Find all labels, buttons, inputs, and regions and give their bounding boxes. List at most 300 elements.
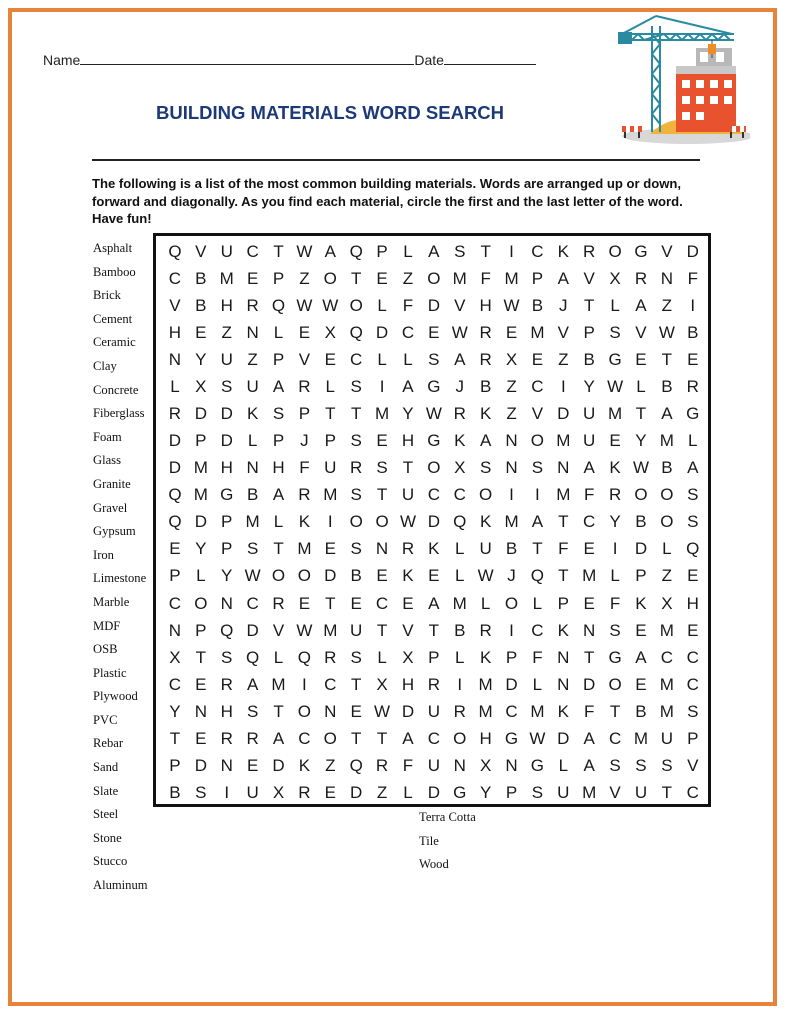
grid-letter[interactable]: O bbox=[194, 593, 208, 613]
grid-letter[interactable]: O bbox=[349, 295, 363, 315]
grid-letter[interactable]: T bbox=[661, 783, 673, 803]
grid-letter[interactable]: O bbox=[297, 701, 312, 721]
grid-letter[interactable]: W bbox=[451, 322, 468, 342]
grid-letter[interactable]: H bbox=[168, 322, 182, 342]
grid-letter[interactable]: Q bbox=[271, 295, 286, 315]
grid-letter[interactable]: V bbox=[195, 241, 207, 261]
grid-letter[interactable]: R bbox=[453, 404, 466, 423]
grid-letter[interactable]: D bbox=[272, 756, 285, 776]
grid-letter[interactable]: P bbox=[272, 268, 285, 288]
grid-letter[interactable]: E bbox=[169, 539, 181, 559]
grid-letter[interactable]: K bbox=[402, 566, 414, 586]
grid-letter[interactable]: V bbox=[169, 295, 181, 315]
grid-letter[interactable]: N bbox=[660, 268, 673, 288]
grid-letter[interactable]: C bbox=[453, 485, 466, 505]
grid-letter[interactable]: T bbox=[325, 593, 336, 613]
grid-letter[interactable]: D bbox=[375, 322, 389, 342]
grid-letter[interactable]: E bbox=[609, 431, 621, 451]
grid-letter[interactable]: U bbox=[583, 404, 596, 423]
grid-letter[interactable]: M bbox=[633, 728, 649, 748]
grid-letter[interactable]: L bbox=[455, 539, 465, 559]
grid-letter[interactable]: F bbox=[480, 268, 491, 288]
grid-letter[interactable]: N bbox=[168, 349, 182, 369]
grid-letter[interactable]: M bbox=[323, 620, 338, 640]
grid-letter[interactable]: R bbox=[453, 701, 466, 721]
grid-letter[interactable]: U bbox=[427, 701, 440, 721]
grid-letter[interactable]: F bbox=[532, 647, 543, 667]
grid-letter[interactable]: P bbox=[428, 647, 440, 667]
grid-letter[interactable]: A bbox=[454, 349, 466, 369]
grid-letter[interactable]: H bbox=[686, 593, 699, 613]
grid-letter[interactable]: L bbox=[377, 349, 387, 369]
grid-letter[interactable]: X bbox=[272, 783, 285, 803]
grid-letter[interactable]: R bbox=[583, 241, 596, 261]
grid-letter[interactable]: M bbox=[478, 674, 493, 694]
grid-letter[interactable]: H bbox=[220, 458, 233, 478]
grid-letter[interactable]: D bbox=[634, 539, 648, 559]
grid-letter[interactable]: W bbox=[399, 512, 416, 532]
grid-letter[interactable]: S bbox=[272, 404, 285, 423]
grid-letter[interactable]: Y bbox=[609, 512, 621, 532]
grid-letter[interactable]: Z bbox=[661, 295, 673, 315]
grid-letter[interactable]: T bbox=[584, 647, 595, 667]
grid-letter[interactable]: S bbox=[246, 539, 259, 559]
grid-letter[interactable]: M bbox=[556, 431, 571, 451]
grid-letter[interactable]: R bbox=[401, 539, 415, 559]
grid-letter[interactable]: R bbox=[298, 485, 311, 505]
grid-letter[interactable]: B bbox=[246, 485, 259, 505]
grid-letter[interactable]: C bbox=[686, 647, 699, 667]
grid-letter[interactable]: M bbox=[504, 512, 519, 532]
grid-letter[interactable]: D bbox=[557, 728, 570, 748]
grid-letter[interactable]: E bbox=[687, 349, 699, 369]
grid-letter[interactable]: E bbox=[505, 322, 518, 342]
grid-letter[interactable]: T bbox=[376, 485, 388, 505]
grid-letter[interactable]: X bbox=[376, 674, 388, 694]
grid-letter[interactable]: E bbox=[583, 593, 595, 613]
grid-letter[interactable]: U bbox=[583, 431, 596, 451]
grid-letter[interactable]: I bbox=[457, 674, 463, 694]
grid-letter[interactable]: D bbox=[194, 512, 207, 532]
grid-letter[interactable]: G bbox=[453, 783, 467, 803]
grid-letter[interactable]: V bbox=[609, 783, 621, 803]
grid-letter[interactable]: C bbox=[427, 485, 440, 505]
grid-letter[interactable]: T bbox=[350, 728, 362, 748]
grid-letter[interactable]: X bbox=[402, 647, 414, 667]
grid-letter[interactable]: B bbox=[350, 566, 362, 586]
grid-letter[interactable]: O bbox=[297, 566, 312, 586]
grid-letter[interactable]: Z bbox=[506, 404, 517, 423]
grid-letter[interactable]: S bbox=[428, 349, 440, 369]
grid-letter[interactable]: U bbox=[660, 728, 673, 748]
grid-letter[interactable]: Y bbox=[195, 349, 207, 369]
grid-letter[interactable]: N bbox=[557, 674, 570, 694]
grid-letter[interactable]: M bbox=[659, 431, 674, 451]
grid-letter[interactable]: Q bbox=[453, 512, 467, 532]
grid-letter[interactable]: D bbox=[686, 241, 699, 261]
grid-letter[interactable]: K bbox=[557, 620, 569, 640]
grid-letter[interactable]: F bbox=[687, 268, 698, 288]
grid-letter[interactable]: Q bbox=[246, 647, 260, 667]
grid-letter[interactable]: W bbox=[658, 322, 675, 342]
grid-letter[interactable]: A bbox=[246, 674, 259, 694]
grid-letter[interactable]: O bbox=[479, 485, 493, 505]
grid-letter[interactable]: A bbox=[402, 376, 414, 396]
grid-letter[interactable]: V bbox=[402, 620, 414, 640]
grid-letter[interactable]: S bbox=[661, 756, 673, 776]
grid-letter[interactable]: H bbox=[272, 458, 285, 478]
grid-letter[interactable]: M bbox=[452, 593, 467, 613]
grid-letter[interactable]: R bbox=[324, 647, 337, 667]
grid-letter[interactable]: L bbox=[662, 539, 672, 559]
grid-letter[interactable]: A bbox=[557, 268, 569, 288]
grid-letter[interactable]: A bbox=[583, 728, 595, 748]
grid-letter[interactable]: Y bbox=[583, 376, 595, 396]
grid-letter[interactable]: D bbox=[220, 404, 233, 423]
grid-letter[interactable]: L bbox=[377, 647, 387, 667]
grid-letter[interactable]: N bbox=[505, 756, 518, 776]
grid-letter[interactable]: R bbox=[479, 349, 492, 369]
grid-letter[interactable]: O bbox=[427, 268, 441, 288]
grid-letter[interactable]: L bbox=[610, 295, 620, 315]
grid-letter[interactable]: R bbox=[375, 756, 389, 776]
grid-letter[interactable]: S bbox=[635, 756, 647, 776]
grid-letter[interactable]: G bbox=[427, 431, 441, 451]
grid-letter[interactable]: B bbox=[195, 295, 207, 315]
grid-letter[interactable]: K bbox=[635, 593, 647, 613]
grid-letter[interactable]: I bbox=[509, 241, 514, 261]
grid-letter[interactable]: E bbox=[635, 674, 647, 694]
grid-letter[interactable]: S bbox=[376, 458, 388, 478]
grid-letter[interactable]: I bbox=[612, 539, 618, 559]
grid-letter[interactable]: P bbox=[531, 268, 544, 288]
grid-letter[interactable]: L bbox=[455, 566, 465, 586]
grid-letter[interactable]: M bbox=[478, 701, 493, 721]
grid-letter[interactable]: E bbox=[324, 539, 336, 559]
grid-letter[interactable]: S bbox=[687, 701, 699, 721]
grid-letter[interactable]: P bbox=[298, 404, 311, 423]
grid-letter[interactable]: T bbox=[402, 458, 414, 478]
grid-letter[interactable]: W bbox=[296, 241, 313, 261]
grid-letter[interactable]: G bbox=[530, 756, 545, 776]
grid-letter[interactable]: S bbox=[687, 485, 699, 505]
grid-letter[interactable]: W bbox=[296, 620, 313, 640]
grid-letter[interactable]: Z bbox=[376, 783, 388, 803]
grid-letter[interactable]: E bbox=[350, 701, 362, 721]
grid-letter[interactable]: G bbox=[220, 485, 234, 505]
grid-letter[interactable]: C bbox=[531, 241, 544, 261]
grid-letter[interactable]: F bbox=[584, 485, 595, 505]
grid-letter[interactable]: Q bbox=[168, 241, 182, 261]
grid-letter[interactable]: H bbox=[401, 674, 415, 694]
grid-letter[interactable]: W bbox=[244, 566, 261, 586]
grid-letter[interactable]: R bbox=[272, 593, 285, 613]
grid-letter[interactable]: C bbox=[686, 674, 699, 694]
grid-letter[interactable]: D bbox=[350, 783, 363, 803]
grid-letter[interactable]: T bbox=[273, 241, 284, 261]
grid-letter[interactable]: X bbox=[609, 268, 621, 288]
grid-letter[interactable]: M bbox=[193, 458, 208, 478]
grid-letter[interactable]: N bbox=[324, 701, 337, 721]
grid-letter[interactable]: T bbox=[428, 620, 440, 640]
grid-letter[interactable]: C bbox=[531, 620, 544, 640]
grid-letter[interactable]: T bbox=[558, 566, 569, 586]
grid-letter[interactable]: L bbox=[480, 593, 491, 613]
grid-letter[interactable]: L bbox=[455, 647, 465, 667]
grid-letter[interactable]: C bbox=[531, 376, 544, 396]
grid-letter[interactable]: U bbox=[220, 349, 233, 369]
grid-letter[interactable]: Q bbox=[349, 322, 363, 342]
grid-letter[interactable]: R bbox=[350, 458, 363, 478]
grid-letter[interactable]: R bbox=[246, 295, 259, 315]
grid-letter[interactable]: W bbox=[503, 295, 520, 315]
grid-letter[interactable]: S bbox=[687, 512, 699, 532]
grid-letter[interactable]: S bbox=[609, 322, 621, 342]
grid-letter[interactable]: M bbox=[271, 674, 286, 694]
grid-letter[interactable]: H bbox=[220, 295, 233, 315]
grid-letter[interactable]: M bbox=[659, 701, 674, 721]
grid-letter[interactable]: K bbox=[246, 404, 259, 423]
grid-letter[interactable]: T bbox=[273, 701, 284, 721]
grid-letter[interactable]: T bbox=[325, 404, 336, 423]
grid-letter[interactable]: T bbox=[376, 728, 388, 748]
grid-letter[interactable]: E bbox=[246, 756, 259, 776]
grid-letter[interactable]: L bbox=[273, 512, 284, 532]
grid-letter[interactable]: V bbox=[687, 756, 699, 776]
grid-letter[interactable]: E bbox=[531, 349, 544, 369]
grid-letter[interactable]: T bbox=[350, 268, 362, 288]
grid-letter[interactable]: Y bbox=[195, 539, 207, 559]
grid-letter[interactable]: A bbox=[272, 376, 285, 396]
grid-letter[interactable]: T bbox=[661, 349, 673, 369]
grid-letter[interactable]: E bbox=[376, 431, 388, 451]
grid-letter[interactable]: Z bbox=[558, 349, 569, 369]
grid-letter[interactable]: R bbox=[298, 783, 311, 803]
grid-letter[interactable]: C bbox=[427, 728, 440, 748]
grid-letter[interactable]: K bbox=[479, 512, 492, 532]
grid-letter[interactable]: X bbox=[169, 647, 181, 667]
grid-letter[interactable]: O bbox=[323, 268, 337, 288]
grid-letter[interactable]: M bbox=[582, 566, 597, 586]
grid-letter[interactable]: E bbox=[376, 566, 388, 586]
grid-letter[interactable]: Y bbox=[221, 566, 233, 586]
grid-letter[interactable]: C bbox=[168, 268, 182, 288]
grid-letter[interactable]: R bbox=[298, 376, 311, 396]
grid-letter[interactable]: M bbox=[530, 701, 545, 721]
grid-letter[interactable]: L bbox=[196, 566, 206, 586]
grid-letter[interactable]: E bbox=[195, 322, 207, 342]
grid-letter[interactable]: F bbox=[558, 539, 569, 559]
grid-letter[interactable]: B bbox=[454, 620, 466, 640]
grid-letter[interactable]: P bbox=[687, 728, 699, 748]
grid-letter[interactable]: A bbox=[583, 458, 595, 478]
grid-letter[interactable]: P bbox=[272, 431, 285, 451]
grid-letter[interactable]: W bbox=[477, 566, 494, 586]
grid-letter[interactable]: X bbox=[454, 458, 466, 478]
grid-letter[interactable]: A bbox=[479, 431, 492, 451]
grid-letter[interactable]: O bbox=[453, 728, 467, 748]
grid-letter[interactable]: L bbox=[273, 647, 284, 667]
grid-letter[interactable]: M bbox=[582, 783, 597, 803]
grid-letter[interactable]: J bbox=[559, 295, 568, 315]
grid-letter[interactable]: R bbox=[479, 322, 492, 342]
grid-letter[interactable]: M bbox=[297, 539, 312, 559]
grid-letter[interactable]: Q bbox=[349, 241, 363, 261]
grid-letter[interactable]: L bbox=[610, 566, 620, 586]
grid-letter[interactable]: Q bbox=[349, 756, 363, 776]
grid-letter[interactable]: Q bbox=[168, 512, 182, 532]
grid-letter[interactable]: N bbox=[505, 458, 518, 478]
grid-letter[interactable]: W bbox=[607, 376, 624, 396]
date-field[interactable] bbox=[444, 52, 536, 65]
grid-letter[interactable]: A bbox=[661, 404, 673, 423]
grid-letter[interactable]: P bbox=[505, 647, 518, 667]
grid-letter[interactable]: R bbox=[479, 620, 492, 640]
grid-letter[interactable]: U bbox=[427, 756, 440, 776]
grid-letter[interactable]: N bbox=[557, 647, 570, 667]
grid-letter[interactable]: M bbox=[452, 268, 467, 288]
grid-letter[interactable]: S bbox=[454, 241, 466, 261]
grid-letter[interactable]: C bbox=[583, 512, 596, 532]
grid-letter[interactable]: V bbox=[583, 268, 595, 288]
grid-letter[interactable]: E bbox=[687, 566, 699, 586]
grid-letter[interactable]: P bbox=[376, 241, 388, 261]
grid-letter[interactable]: I bbox=[327, 512, 333, 532]
grid-letter[interactable]: C bbox=[246, 241, 259, 261]
name-field[interactable] bbox=[80, 52, 414, 65]
grid-letter[interactable]: B bbox=[531, 295, 544, 315]
grid-letter[interactable]: F bbox=[299, 458, 310, 478]
grid-letter[interactable]: Q bbox=[297, 647, 312, 667]
grid-letter[interactable]: W bbox=[632, 458, 649, 478]
grid-letter[interactable]: D bbox=[194, 756, 207, 776]
grid-letter[interactable]: U bbox=[479, 539, 492, 559]
grid-letter[interactable]: G bbox=[608, 647, 622, 667]
grid-letter[interactable]: M bbox=[530, 322, 545, 342]
grid-letter[interactable]: V bbox=[661, 241, 673, 261]
grid-letter[interactable]: N bbox=[375, 539, 389, 559]
grid-letter[interactable]: S bbox=[195, 783, 207, 803]
grid-letter[interactable]: B bbox=[169, 783, 181, 803]
grid-letter[interactable]: L bbox=[403, 241, 413, 261]
grid-letter[interactable]: O bbox=[608, 241, 622, 261]
grid-letter[interactable]: D bbox=[427, 295, 440, 315]
grid-letter[interactable]: L bbox=[170, 376, 180, 396]
grid-letter[interactable]: S bbox=[350, 376, 362, 396]
grid-letter[interactable]: F bbox=[584, 701, 595, 721]
grid-letter[interactable]: B bbox=[479, 376, 492, 396]
grid-letter[interactable]: C bbox=[298, 728, 311, 748]
grid-letter[interactable]: V bbox=[272, 620, 285, 640]
grid-letter[interactable]: W bbox=[322, 295, 339, 315]
grid-letter[interactable]: S bbox=[350, 647, 362, 667]
grid-letter[interactable]: A bbox=[687, 458, 699, 478]
grid-letter[interactable]: Z bbox=[247, 349, 258, 369]
grid-letter[interactable]: A bbox=[272, 485, 285, 505]
grid-letter[interactable]: O bbox=[323, 728, 337, 748]
grid-letter[interactable]: T bbox=[376, 620, 388, 640]
grid-letter[interactable]: N bbox=[583, 620, 596, 640]
grid-letter[interactable]: W bbox=[296, 295, 313, 315]
grid-letter[interactable]: S bbox=[479, 458, 492, 478]
grid-letter[interactable]: D bbox=[583, 674, 596, 694]
grid-letter[interactable]: K bbox=[557, 241, 569, 261]
grid-letter[interactable]: C bbox=[375, 593, 389, 613]
grid-letter[interactable]: J bbox=[455, 376, 464, 396]
grid-letter[interactable]: G bbox=[634, 241, 648, 261]
grid-letter[interactable]: E bbox=[635, 349, 647, 369]
grid-letter[interactable]: T bbox=[584, 295, 595, 315]
grid-letter[interactable]: D bbox=[557, 404, 570, 423]
grid-letter[interactable]: I bbox=[535, 485, 540, 505]
grid-letter[interactable]: E bbox=[428, 322, 440, 342]
grid-letter[interactable]: Z bbox=[299, 268, 310, 288]
grid-letter[interactable]: B bbox=[635, 512, 647, 532]
grid-letter[interactable]: G bbox=[686, 404, 700, 423]
grid-letter[interactable]: Q bbox=[686, 539, 700, 559]
grid-letter[interactable]: M bbox=[659, 620, 674, 640]
grid-letter[interactable]: K bbox=[428, 539, 440, 559]
grid-letter[interactable]: V bbox=[557, 322, 569, 342]
grid-letter[interactable]: I bbox=[560, 376, 566, 396]
grid-letter[interactable]: N bbox=[220, 593, 233, 613]
grid-letter[interactable]: R bbox=[427, 674, 440, 694]
grid-letter[interactable]: O bbox=[504, 593, 519, 613]
grid-letter[interactable]: P bbox=[169, 566, 181, 586]
grid-letter[interactable]: I bbox=[509, 485, 514, 505]
grid-letter[interactable]: D bbox=[168, 458, 182, 478]
grid-letter[interactable]: C bbox=[660, 647, 673, 667]
grid-letter[interactable]: A bbox=[272, 728, 285, 748]
grid-letter[interactable]: R bbox=[246, 728, 259, 748]
grid-letter[interactable]: T bbox=[558, 512, 569, 532]
grid-letter[interactable]: M bbox=[659, 674, 674, 694]
grid-letter[interactable]: D bbox=[427, 783, 440, 803]
grid-letter[interactable]: P bbox=[169, 756, 181, 776]
grid-letter[interactable]: U bbox=[557, 783, 570, 803]
grid-letter[interactable]: H bbox=[479, 295, 492, 315]
grid-letter[interactable]: N bbox=[220, 756, 233, 776]
grid-letter[interactable]: T bbox=[169, 728, 181, 748]
grid-letter[interactable]: U bbox=[350, 620, 363, 640]
grid-letter[interactable]: R bbox=[220, 674, 233, 694]
grid-letter[interactable]: I bbox=[224, 783, 230, 803]
grid-letter[interactable]: P bbox=[221, 512, 233, 532]
grid-letter[interactable]: P bbox=[195, 620, 207, 640]
grid-letter[interactable]: L bbox=[403, 783, 413, 803]
grid-letter[interactable]: V bbox=[531, 404, 544, 423]
grid-letter[interactable]: D bbox=[246, 620, 259, 640]
grid-letter[interactable]: B bbox=[661, 376, 673, 396]
grid-letter[interactable]: E bbox=[246, 268, 259, 288]
grid-letter[interactable]: T bbox=[532, 539, 543, 559]
grid-letter[interactable]: L bbox=[403, 349, 413, 369]
grid-letter[interactable]: L bbox=[325, 376, 336, 396]
grid-letter[interactable]: C bbox=[505, 701, 518, 721]
grid-letter[interactable]: B bbox=[635, 701, 647, 721]
grid-letter[interactable]: X bbox=[661, 593, 673, 613]
grid-letter[interactable]: R bbox=[608, 485, 622, 505]
grid-letter[interactable]: E bbox=[195, 728, 207, 748]
grid-letter[interactable]: I bbox=[509, 620, 514, 640]
grid-letter[interactable]: K bbox=[298, 512, 311, 532]
grid-letter[interactable]: Y bbox=[479, 783, 492, 803]
grid-letter[interactable]: R bbox=[220, 728, 233, 748]
grid-letter[interactable]: E bbox=[583, 539, 595, 559]
grid-letter[interactable]: P bbox=[272, 349, 285, 369]
grid-letter[interactable]: K bbox=[557, 701, 569, 721]
grid-letter[interactable]: B bbox=[505, 539, 518, 559]
